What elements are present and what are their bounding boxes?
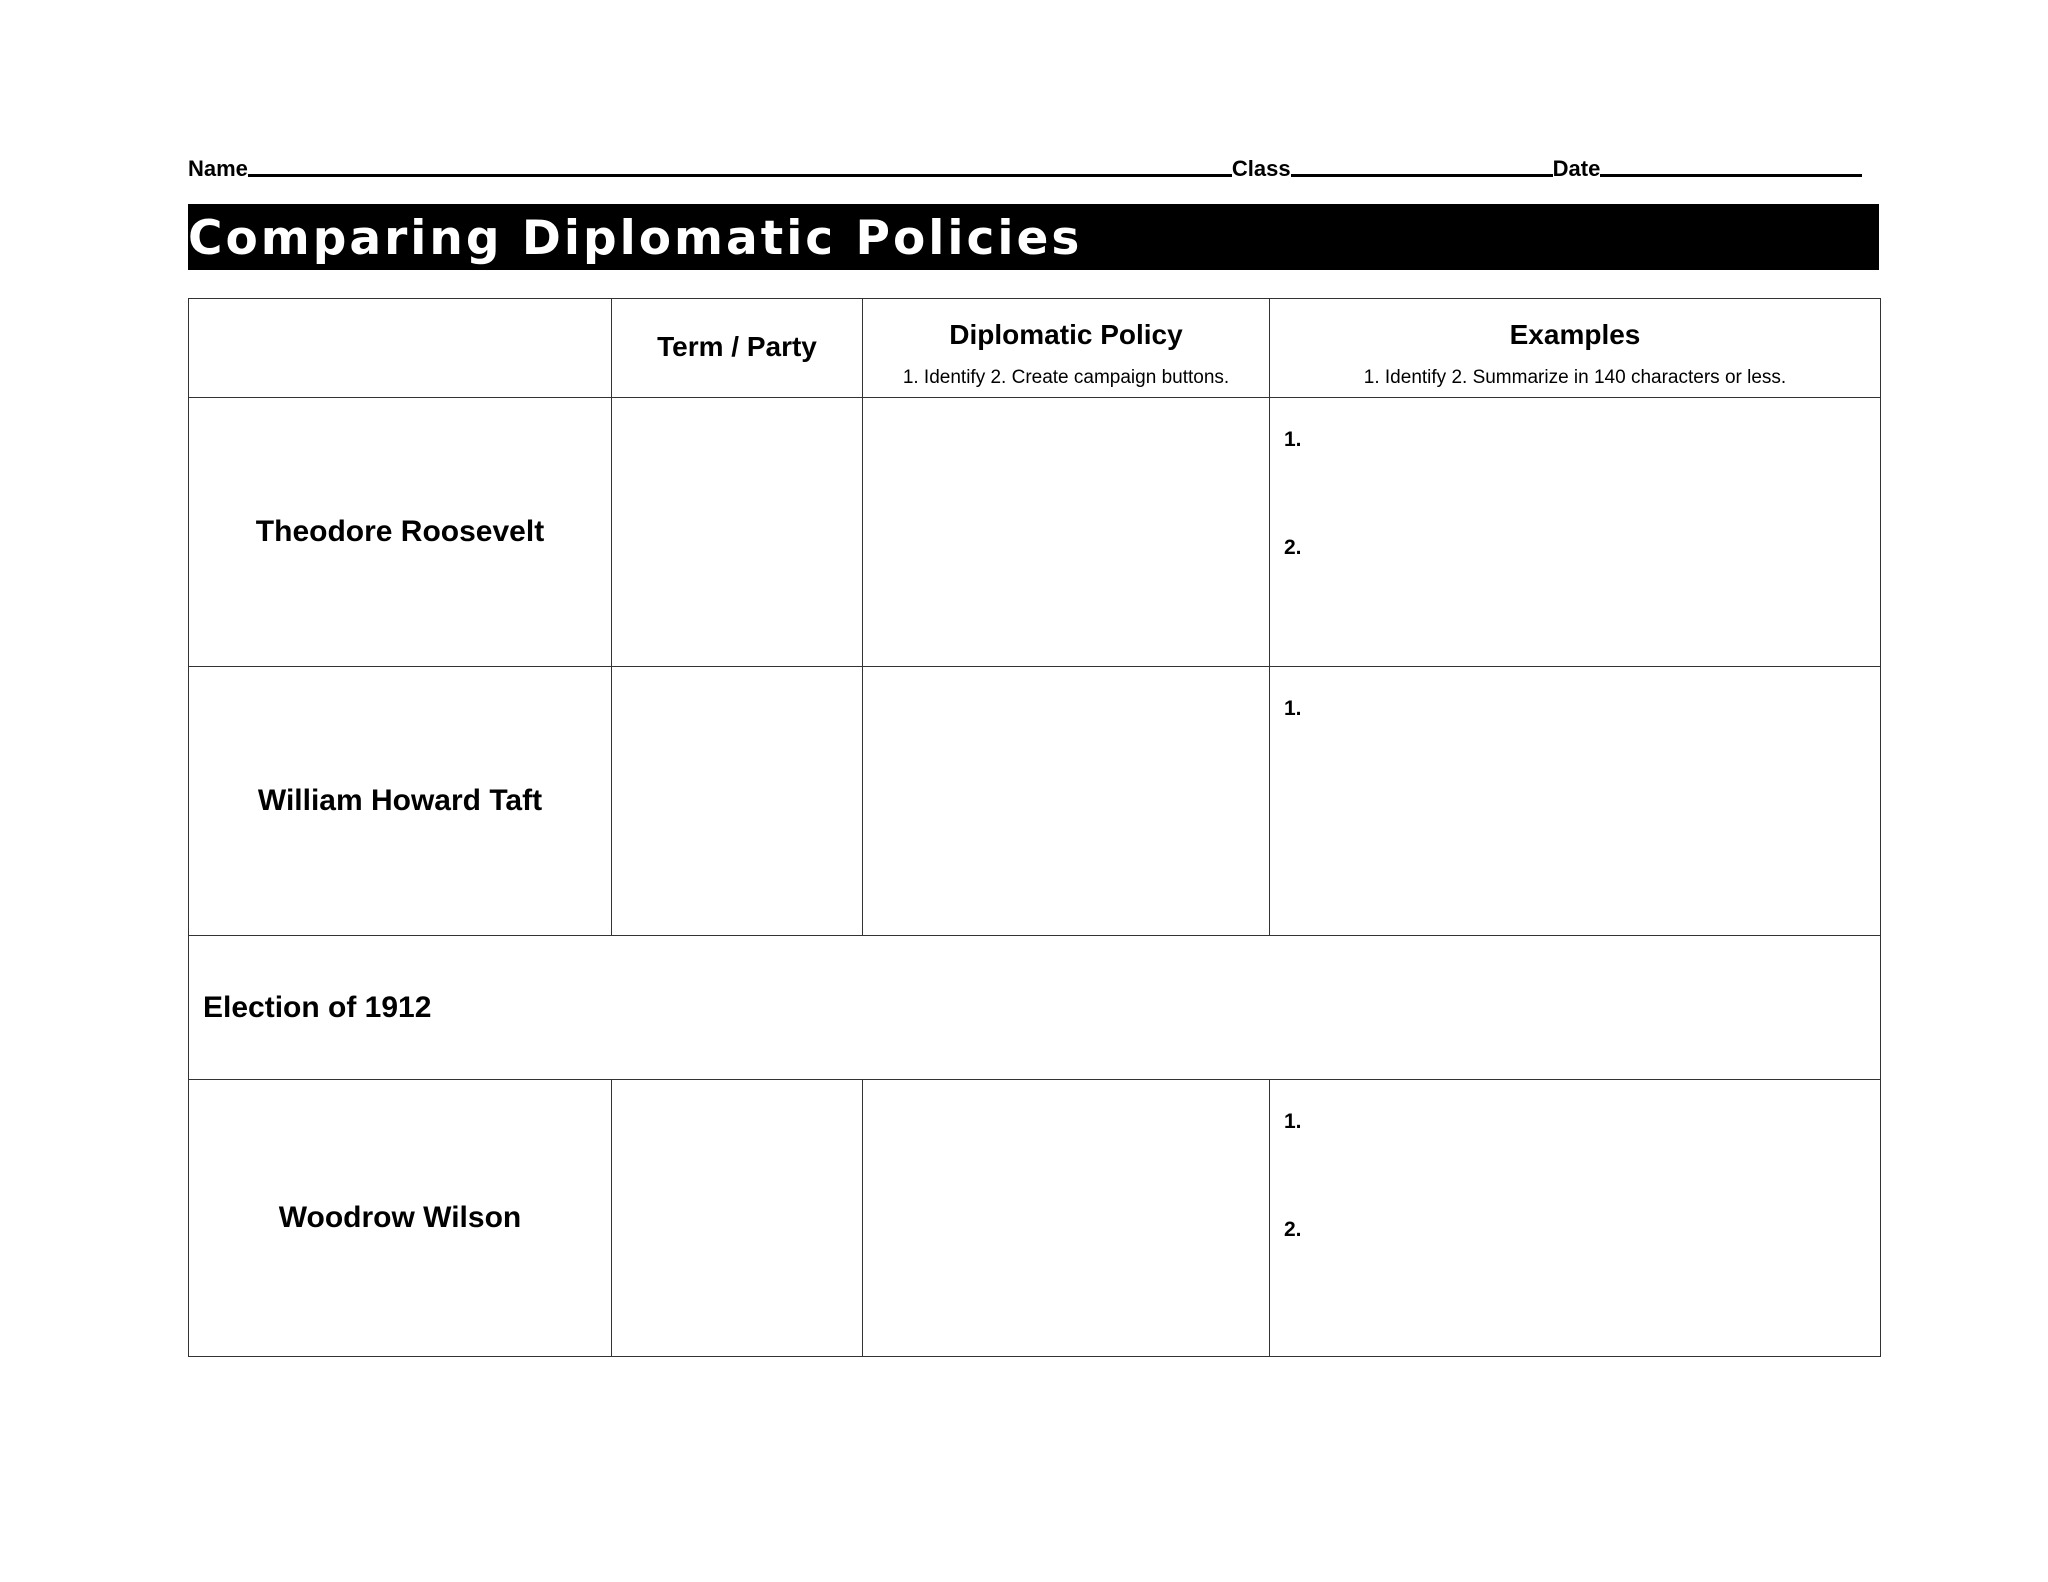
- page-title: Comparing Diplomatic Policies: [188, 211, 1083, 266]
- election-of-1912-label: Election of 1912: [189, 936, 1881, 1080]
- diplomatic-policy-cell[interactable]: [863, 667, 1270, 936]
- term-party-heading: Term / Party: [657, 331, 817, 362]
- table-row: [189, 1080, 1881, 1357]
- diplomatic-policy-cell[interactable]: [863, 1080, 1270, 1357]
- example-number: 1.: [1284, 428, 1302, 451]
- example-number: 1.: [1284, 697, 1302, 720]
- president-name-wilson: Woodrow Wilson: [189, 1080, 612, 1357]
- table-header-row: [189, 299, 1881, 398]
- diplomatic-policy-instructions: 1. Identify 2. Create campaign buttons.: [902, 367, 1230, 388]
- header-diplomatic-policy: [863, 299, 1270, 398]
- header-blank-cell: [189, 299, 612, 398]
- president-name-roosevelt: Theodore Roosevelt: [189, 398, 612, 667]
- president-name-taft: William Howard Taft: [189, 667, 612, 936]
- comparison-table: [188, 298, 1881, 1357]
- diplomatic-policy-heading: Diplomatic Policy: [949, 319, 1183, 350]
- examples-cell[interactable]: [1270, 398, 1881, 667]
- examples-cell[interactable]: [1270, 1080, 1881, 1357]
- table-row: [189, 398, 1881, 667]
- header-examples: [1270, 299, 1881, 398]
- name-field[interactable]: [248, 174, 1232, 177]
- examples-cell[interactable]: [1270, 667, 1881, 936]
- header-term-party: [612, 299, 863, 398]
- title-bar: [188, 204, 1879, 270]
- table-row: [189, 667, 1881, 936]
- date-label: Date: [1552, 156, 1601, 181]
- term-party-cell[interactable]: [612, 667, 863, 936]
- name-label: Name: [188, 156, 248, 181]
- example-number: 2.: [1284, 536, 1302, 559]
- class-label: Class: [1231, 156, 1291, 181]
- examples-heading: Examples: [1509, 319, 1641, 350]
- class-field[interactable]: [1291, 174, 1553, 177]
- examples-instructions: 1. Identify 2. Summarize in 140 characters or less.: [1363, 367, 1787, 388]
- example-number: 2.: [1284, 1218, 1302, 1241]
- diplomatic-policy-cell[interactable]: [863, 398, 1270, 667]
- example-number: 1.: [1284, 1110, 1302, 1133]
- term-party-cell[interactable]: [612, 1080, 863, 1357]
- term-party-cell[interactable]: [612, 398, 863, 667]
- student-info-line: [188, 150, 1878, 180]
- election-row: [189, 936, 1881, 1080]
- date-field[interactable]: [1600, 174, 1862, 177]
